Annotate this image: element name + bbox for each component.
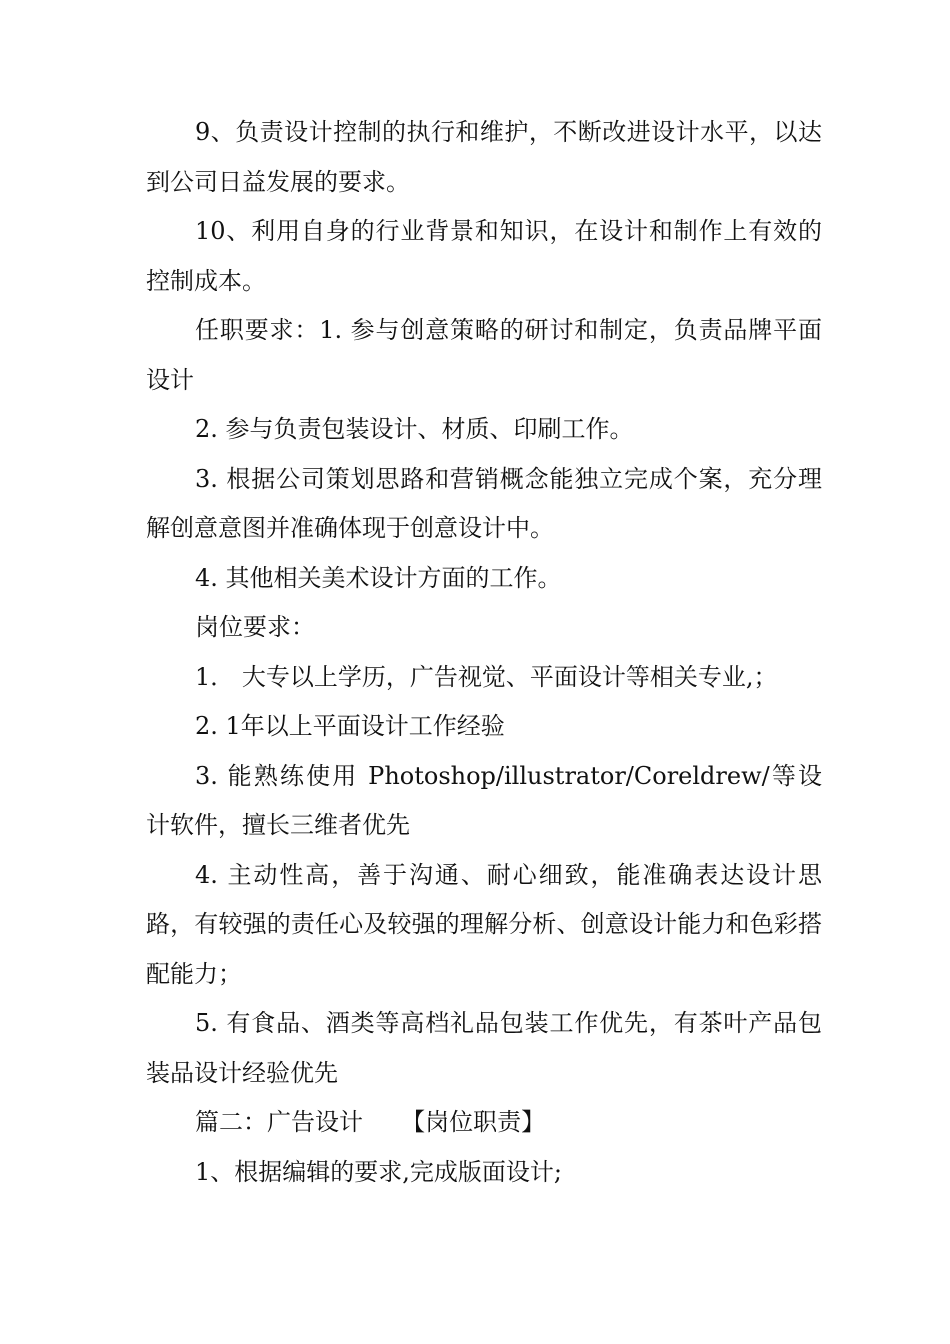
paragraph-requirement-2: 2. 参与负责包装设计、材质、印刷工作。: [195, 415, 634, 443]
paragraph-item-10: 10、利用自身的行业背景和知识，在设计和制作上有效的控制成本。: [146, 217, 822, 295]
paragraph-part-two-item-1: 1、根据编辑的要求,完成版面设计;: [195, 1157, 562, 1186]
paragraph-requirement-4: 4. 其他相关美术设计方面的工作。: [195, 563, 562, 592]
paragraph-job-req-4: 4. 主动性高，善于沟通、耐心细致，能准确表达设计思路，有较强的责任心及较强的理解分析、创意设计能力和色彩搭配能力；: [146, 860, 822, 988]
paragraph-item-9: 9、负责设计控制的执行和维护，不断改进设计水平，以达到公司日益发展的要求。: [146, 118, 822, 196]
paragraph-job-req-1: 1． 大专以上学历，广告视觉、平面设计等相关专业,；: [195, 662, 778, 691]
paragraph-job-req-3: 3. 能熟练使用 Photoshop/illustrator/Coreldrew/等设计软件，擅长三维者优先: [146, 761, 822, 839]
paragraph-requirements-intro: 任职要求：1. 参与创意策略的研讨和制定，负责品牌平面设计: [146, 316, 822, 394]
section-heading-part-two: 篇二：广告设计 【岗位职责】: [195, 1108, 546, 1136]
document-body: [146, 108, 822, 1197]
paragraph-job-req-5: 5. 有食品、酒类等高档礼品包装工作优先，有茶叶产品包装品设计经验优先: [146, 1009, 822, 1087]
section-heading-job-requirements: 岗位要求：: [195, 613, 315, 641]
paragraph-job-req-2: 2. 1年以上平面设计工作经验: [195, 712, 505, 740]
paragraph-requirement-3: 3. 根据公司策划思路和营销概念能独立完成个案，充分理解创意意图并准确体现于创意设计中。: [146, 464, 822, 542]
